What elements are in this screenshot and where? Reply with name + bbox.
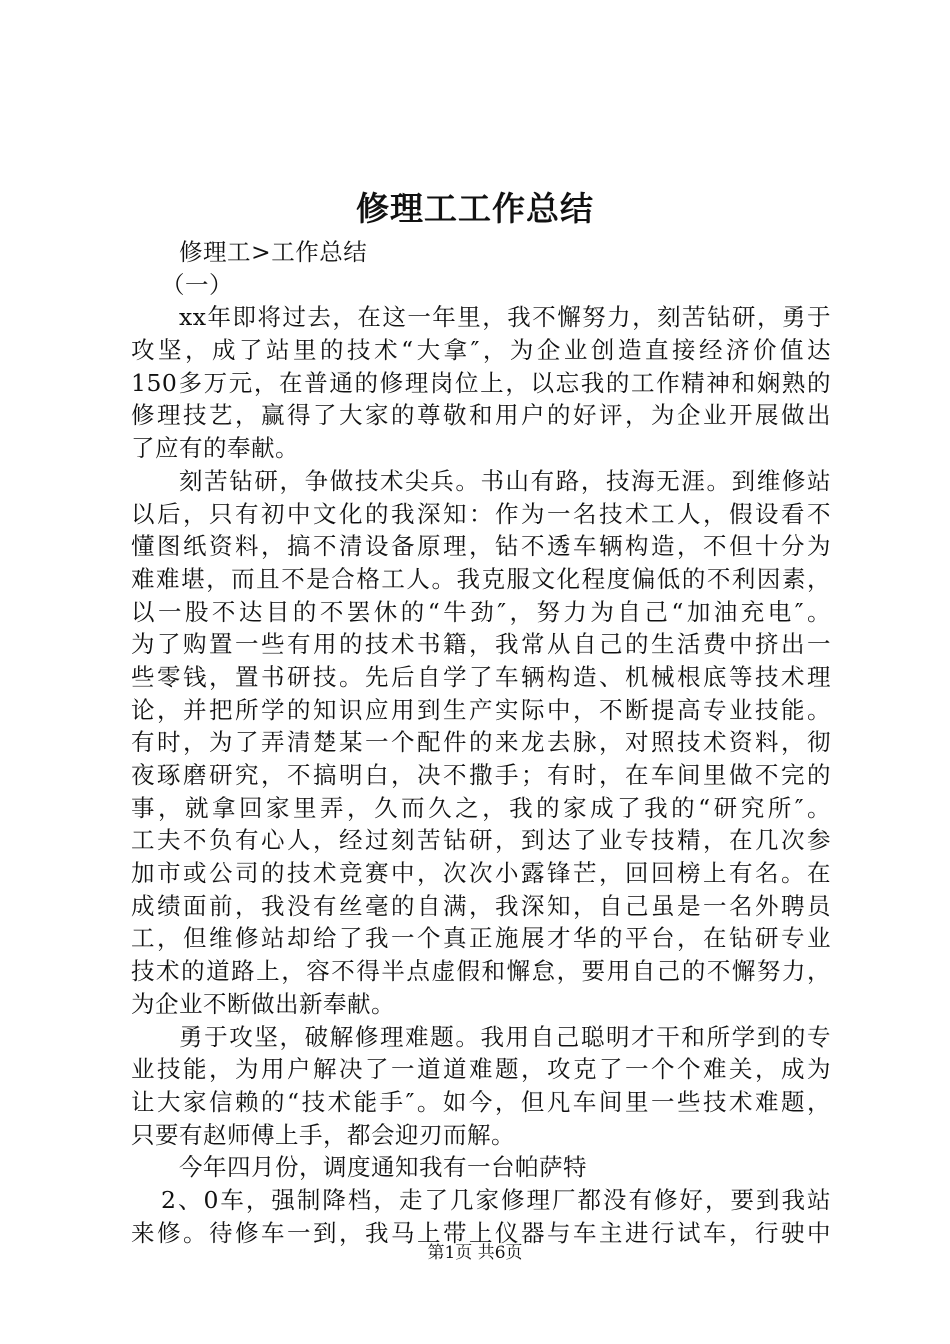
text-line: 事，就拿回家里弄，久而久之，我的家成了我的“研究所″。	[131, 793, 831, 822]
text-line: 加市或公司的技术竞赛中，次次小露锋芒，回回榜上有名。在	[131, 859, 831, 888]
document-title: 修理工工作总结	[356, 189, 594, 228]
text-line: 以后，只有初中文化的我深知：作为一名技术工人，假设看不	[131, 499, 831, 528]
text-line: 了应有的奉献。	[131, 434, 299, 463]
text-line: 来修。待修车一到，我马上带上仪器与车主进行试车，行驶中	[131, 1218, 831, 1247]
text-line: 技术的道路上，容不得半点虚假和懈怠，要用自己的不懈努力，	[131, 957, 831, 986]
text-line: 难难堪，而且不是合格工人。我克服文化程度偏低的不利因素，	[131, 564, 831, 593]
text-line: 只要有赵师傅上手，都会迎刃而解。	[131, 1120, 515, 1149]
text-line: 懂图纸资料，搞不清设备原理，钻不透车辆构造，不但十分为	[131, 532, 831, 561]
text-line: 为企业不断做出新奉献。	[131, 989, 395, 1018]
text-line: 2、0车，强制降档，走了几家修理厂都没有修好，要到我站	[161, 1185, 831, 1214]
text-line: 修理工>工作总结	[179, 238, 368, 266]
text-line: 勇于攻坚，破解修理难题。我用自己聪明才干和所学到的专	[179, 1022, 831, 1051]
text-line: xx年即将过去，在这一年里，我不懈努力，刻苦钻研，勇于	[179, 303, 831, 332]
text-line: 些零钱，置书研技。先后自学了车辆构造、机械根底等技术理	[131, 662, 831, 691]
document-body	[131, 236, 831, 1249]
text-line: 攻坚，成了站里的技术“大拿″，为企业创造直接经济价值达	[131, 336, 831, 365]
text-line: 今年四月份，调度通知我有一台帕萨特	[179, 1153, 587, 1182]
text-line: 刻苦钻研，争做技术尖兵。书山有路，技海无涯。到维修站	[179, 466, 831, 495]
text-line: 论，并把所学的知识应用到生产实际中，不断提高专业技能。	[131, 695, 831, 724]
page-footer: 第1页 共6页	[427, 1243, 523, 1263]
text-line: 工，但维修站却给了我一个真正施展才华的平台，在钻研专业	[131, 924, 831, 953]
text-line: 让大家信赖的“技术能手″。如今，但凡车间里一些技术难题，	[131, 1087, 831, 1116]
text-line: 有时，为了弄清楚某一个配件的来龙去脉，对照技术资料，彻	[131, 728, 831, 757]
text-line: 工夫不负有心人，经过刻苦钻研，到达了业专技精，在几次参	[131, 826, 831, 855]
text-line: 修理技艺，赢得了大家的尊敬和用户的好评，为企业开展做出	[131, 401, 831, 430]
text-line: （一）	[161, 270, 233, 299]
text-line: 150多万元，在普通的修理岗位上，以忘我的工作精神和娴熟的	[131, 368, 831, 397]
text-line: 为了购置一些有用的技术书籍，我常从自己的生活费中挤出一	[131, 630, 831, 659]
text-line: 业技能，为用户解决了一道道难题，攻克了一个个难关，成为	[131, 1055, 831, 1084]
text-line: 成绩面前，我没有丝毫的自满，我深知，自己虽是一名外聘员	[131, 891, 831, 920]
text-line: 夜琢磨研究，不搞明白，决不撒手；有时，在车间里做不完的	[131, 761, 831, 789]
text-line: 以一股不达目的不罢休的“牛劲″，努力为自己“加油充电″。	[131, 597, 831, 626]
